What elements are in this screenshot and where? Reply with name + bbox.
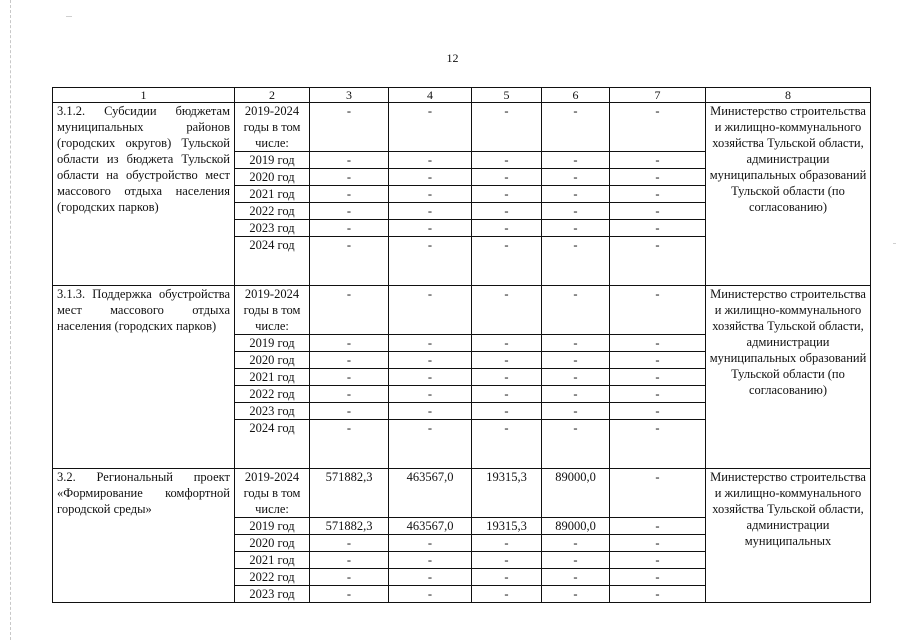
value-cell: - [542,569,610,586]
scan-mark [66,16,72,17]
value-cell: - [542,286,610,335]
value-cell: - [610,369,706,386]
table-row [53,286,871,335]
value-cell: - [310,420,389,469]
scan-mark [893,243,896,244]
value-cell: - [610,220,706,237]
period-cell: 2019 год [235,518,310,535]
value-cell: 19315,3 [472,469,542,518]
value-cell: - [472,186,542,203]
value-cell: - [310,352,389,369]
period-cell: 2021 год [235,369,310,386]
value-cell: - [542,386,610,403]
period-cell: 2022 год [235,203,310,220]
responsible-executor: Министерство строительства и жилищно-коммунального хозяйства Тульской области, администрации муниципальных образований Тульской области (по согласованию) [706,286,871,469]
period-cell: 2020 год [235,535,310,552]
value-cell: - [542,420,610,469]
page-number: 12 [446,51,459,65]
period-cell: 2019 год [235,335,310,352]
column-number: 2 [235,88,310,103]
value-cell: - [389,335,472,352]
period-cell: 2020 год [235,352,310,369]
table-row [53,103,871,152]
value-cell: - [610,569,706,586]
value-cell: - [610,335,706,352]
period-cell: 2023 год [235,403,310,420]
value-cell: 463567,0 [389,518,472,535]
value-cell: - [389,369,472,386]
value-cell: - [472,220,542,237]
value-cell: - [610,403,706,420]
value-cell: - [310,535,389,552]
value-cell: - [542,203,610,220]
responsible-executor: Министерство строительства и жилищно-коммунального хозяйства Тульской области, администрации муниципальных образований Тульской области (по согласованию) [706,103,871,286]
value-cell: - [472,237,542,286]
period-cell: 2021 год [235,186,310,203]
value-cell: - [610,152,706,169]
value-cell: 571882,3 [310,518,389,535]
column-number: 7 [610,88,706,103]
column-number: 8 [706,88,871,103]
column-number: 1 [53,88,235,103]
value-cell: - [472,369,542,386]
value-cell: 89000,0 [542,469,610,518]
column-number: 6 [542,88,610,103]
value-cell: - [389,552,472,569]
value-cell: - [610,169,706,186]
value-cell: - [389,586,472,603]
value-cell: - [542,335,610,352]
measure-description: 3.2. Региональный проект «Формирование комфортной городской среды» [53,469,235,603]
value-cell: - [310,335,389,352]
value-cell: - [542,535,610,552]
value-cell: - [610,186,706,203]
value-cell: 571882,3 [310,469,389,518]
period-cell: 2023 год [235,220,310,237]
value-cell: - [542,169,610,186]
value-cell: - [610,535,706,552]
value-cell: - [542,552,610,569]
value-cell: - [610,237,706,286]
value-cell: - [610,352,706,369]
value-cell: - [472,169,542,186]
column-number: 4 [389,88,472,103]
table-row [53,469,871,518]
value-cell: - [389,203,472,220]
value-cell: - [389,420,472,469]
page-margin-line [10,0,11,640]
value-cell: - [310,203,389,220]
value-cell: - [542,220,610,237]
value-cell: - [610,469,706,518]
value-cell: - [542,103,610,152]
value-cell: - [472,386,542,403]
value-cell: - [472,569,542,586]
value-cell: - [542,403,610,420]
value-cell: - [389,186,472,203]
period-cell: 2019-2024 годы в том числе: [235,103,310,152]
column-number: 3 [310,88,389,103]
period-cell: 2021 год [235,552,310,569]
value-cell: - [310,386,389,403]
value-cell: - [610,286,706,335]
value-cell: - [542,586,610,603]
value-cell: - [389,103,472,152]
period-cell: 2019-2024 годы в том числе: [235,286,310,335]
value-cell: - [610,552,706,569]
value-cell: - [310,403,389,420]
value-cell: - [310,552,389,569]
value-cell: - [542,152,610,169]
value-cell: - [542,186,610,203]
column-number: 5 [472,88,542,103]
value-cell: - [472,286,542,335]
value-cell: - [472,552,542,569]
value-cell: - [389,569,472,586]
program-table [52,87,871,603]
value-cell: - [389,286,472,335]
value-cell: - [310,169,389,186]
measure-description: 3.1.2. Субсидии бюджетам муниципальных районов (городских округов) Тульской области из бюджета Тульской области на обустройство мест массового отдыха населения (городских парков) [53,103,235,286]
column-number-row [53,88,871,103]
value-cell: - [610,420,706,469]
measure-description: 3.1.3. Поддержка обустройства мест массового отдыха населения (городских парков) [53,286,235,469]
value-cell: 463567,0 [389,469,472,518]
value-cell: 89000,0 [542,518,610,535]
value-cell: - [389,403,472,420]
period-cell: 2022 год [235,386,310,403]
value-cell: - [310,237,389,286]
value-cell: - [389,152,472,169]
value-cell: - [310,186,389,203]
period-cell: 2019-2024 годы в том числе: [235,469,310,518]
value-cell: - [389,535,472,552]
value-cell: - [472,535,542,552]
value-cell: - [610,518,706,535]
period-cell: 2019 год [235,152,310,169]
value-cell: - [310,369,389,386]
value-cell: - [610,386,706,403]
value-cell: - [472,203,542,220]
value-cell: - [472,103,542,152]
value-cell: - [610,203,706,220]
period-cell: 2024 год [235,237,310,286]
value-cell: - [310,152,389,169]
value-cell: - [542,369,610,386]
period-cell: 2022 год [235,569,310,586]
period-cell: 2023 год [235,586,310,603]
value-cell: - [310,569,389,586]
value-cell: - [472,152,542,169]
value-cell: - [610,103,706,152]
value-cell: - [472,352,542,369]
value-cell: - [389,169,472,186]
value-cell: - [310,103,389,152]
value-cell: - [389,237,472,286]
value-cell: - [472,335,542,352]
value-cell: - [610,586,706,603]
value-cell: - [472,586,542,603]
value-cell: - [472,420,542,469]
value-cell: - [389,352,472,369]
value-cell: 19315,3 [472,518,542,535]
value-cell: - [310,586,389,603]
period-cell: 2024 год [235,420,310,469]
value-cell: - [389,386,472,403]
value-cell: - [542,352,610,369]
value-cell: - [389,220,472,237]
value-cell: - [310,220,389,237]
value-cell: - [472,403,542,420]
responsible-executor: Министерство строительства и жилищно-коммунального хозяйства Тульской области, администрации муниципальных [706,469,871,603]
value-cell: - [542,237,610,286]
value-cell: - [310,286,389,335]
period-cell: 2020 год [235,169,310,186]
